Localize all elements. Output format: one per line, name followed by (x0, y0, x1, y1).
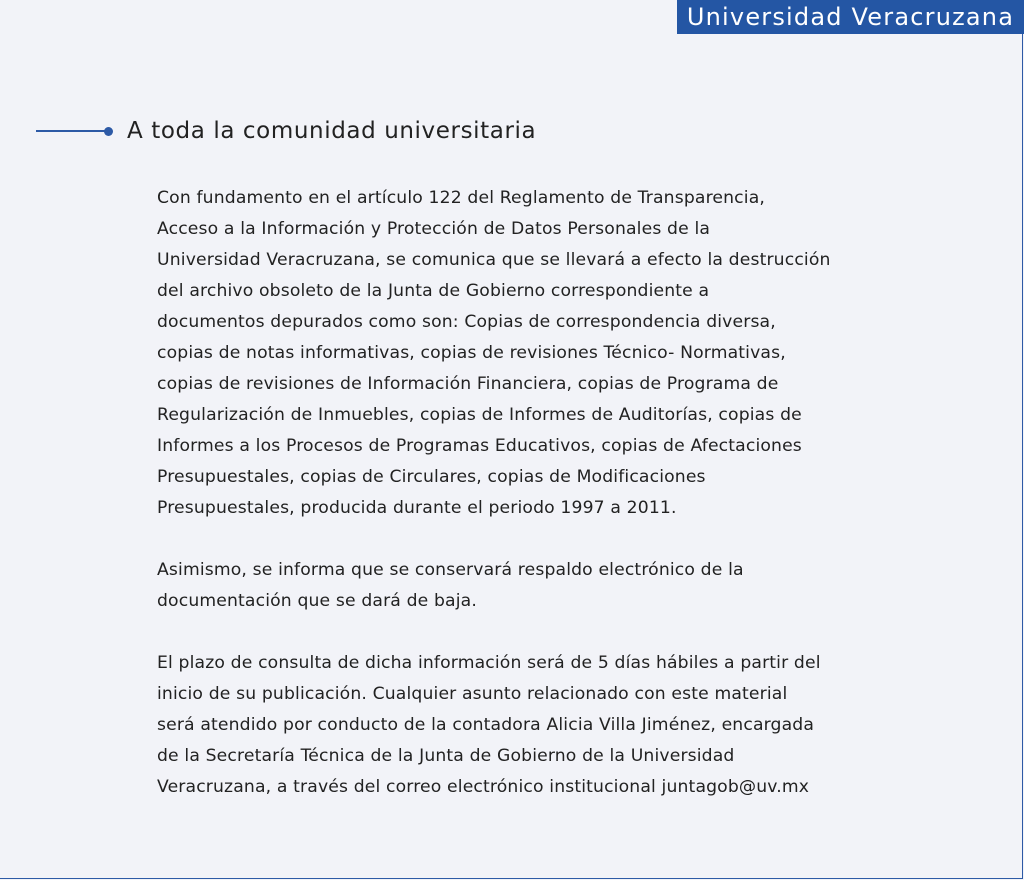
text-line: Presupuestales, producida durante el periodo 1997 a 2011. (157, 498, 677, 518)
text-line: será atendido por conducto de la contadora Alicia Villa Jiménez, encargada (157, 715, 815, 735)
university-brand-banner: Universidad Veracruzana (677, 0, 1024, 34)
text-line: Con fundamento en el artículo 122 del Reglamento de Transparencia, (157, 188, 766, 208)
heading-bullet-dot-icon (104, 127, 113, 136)
notice-paragraph-2 (157, 555, 917, 617)
text-line: Regularización de Inmuebles, copias de Informes de Auditorías, copias de (157, 405, 802, 425)
notice-body (157, 183, 917, 834)
notice-heading-row (36, 113, 536, 149)
text-line: Informes a los Procesos de Programas Educativos, copias de Afectaciones (157, 436, 802, 456)
text-line: Acceso a la Información y Protección de Datos Personales de la (157, 219, 711, 239)
text-line: Asimismo, se informa que se conservará respaldo electrónico de la (157, 560, 744, 580)
text-line: Presupuestales, copias de Circulares, copias de Modificaciones (157, 467, 706, 487)
text-line: documentación que se dará de baja. (157, 591, 477, 611)
text-line: inicio de su publicación. Cualquier asunto relacionado con este material (157, 684, 788, 704)
text-line: copias de notas informativas, copias de revisiones Técnico- Normativas, (157, 343, 786, 363)
text-line: Universidad Veracruzana, se comunica que se llevará a efecto la destrucción (157, 250, 831, 270)
text-line: copias de revisiones de Información Financiera, copias de Programa de (157, 374, 779, 394)
text-line: del archivo obsoleto de la Junta de Gobierno correspondiente a (157, 281, 710, 301)
text-line: de la Secretaría Técnica de la Junta de Gobierno de la Universidad (157, 746, 735, 766)
notice-heading: A toda la comunidad universitaria (127, 118, 537, 144)
notice-paragraph-3 (157, 648, 917, 803)
text-line: El plazo de consulta de dicha información será de 5 días hábiles a partir del (157, 653, 821, 673)
text-line: documentos depurados como son: Copias de correspondencia diversa, (157, 312, 776, 332)
text-line: Veracruzana, a través del correo electrónico institucional juntagob@uv.mx (157, 777, 810, 797)
heading-bullet-line (36, 130, 106, 132)
notice-paragraph-1 (157, 183, 917, 524)
